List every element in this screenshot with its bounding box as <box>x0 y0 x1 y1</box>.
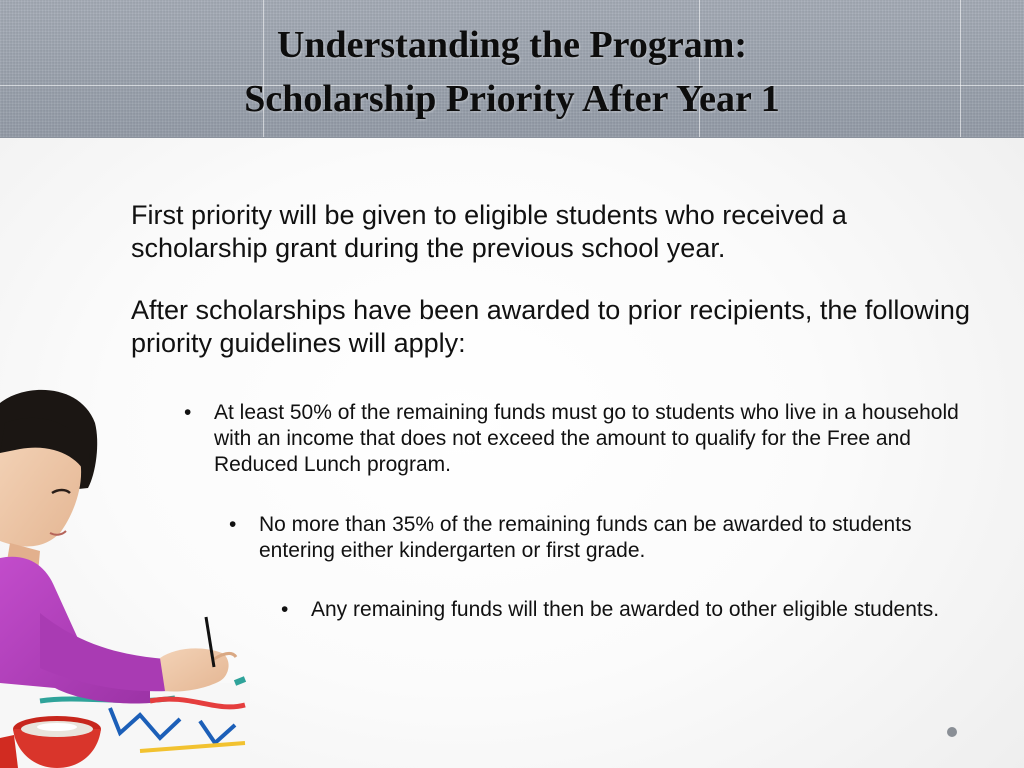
title-line-2: Scholarship Priority After Year 1 <box>244 78 780 120</box>
bullet-item-3 <box>281 597 951 623</box>
bullet-text: At least 50% of the remaining funds must go to students who live in a household with an income that does not exceed the amount to qualify for the Free and Reduced Lunch program. <box>214 401 959 476</box>
bullet-text: Any remaining funds will then be awarded to other eligible students. <box>311 598 940 621</box>
child-painting-photo <box>0 383 250 768</box>
title-band <box>0 0 1024 138</box>
bullet-text: No more than 35% of the remaining funds can be awarded to students entering either kindergarten or first grade. <box>259 513 912 562</box>
slide-title <box>0 18 1024 126</box>
slide-corner-dot <box>947 727 957 737</box>
paragraph-first-priority: First priority will be given to eligible students who received a scholarship grant during the previous school year. <box>131 200 847 263</box>
paragraph-guidelines-intro: After scholarships have been awarded to prior recipients, the following priority guidelines will apply: <box>131 295 970 358</box>
bullet-item-2 <box>229 512 979 564</box>
bullet-item-1 <box>184 400 974 478</box>
title-line-1: Understanding the Program: <box>276 24 748 66</box>
bullet-marker: • <box>184 401 192 424</box>
bullet-marker: • <box>281 598 289 621</box>
bullet-marker: • <box>229 513 237 536</box>
